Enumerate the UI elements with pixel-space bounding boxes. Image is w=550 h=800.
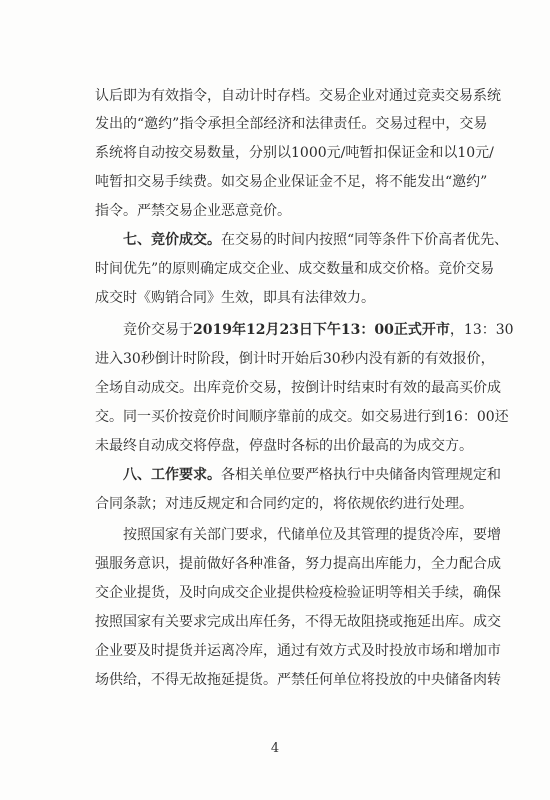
text-line: 按照国家有关部门要求，代储单位及其管理的提货冷库，要增: [123, 527, 501, 543]
text-span: 各相关单位要严格执行中央储备肉管理规定和: [221, 467, 501, 483]
auction-time-line: [123, 320, 514, 340]
text-line: 未最终自动成交将停盘，停盘时各标的出价最高的为成交方。: [95, 438, 473, 454]
text-line: 交。同一买价按竞价时间顺序靠前的成交。如交易进行到16：00还: [95, 409, 509, 425]
opening-time-emphasis: 2019年12月23日下午13：00正式开市: [193, 322, 450, 338]
text-line: 系统将自动按交易数量，分别以1000元/吨暂扣保证金和以10元/: [95, 145, 494, 161]
text-line: 成交时《购销合同》生效，即具有法律效力。: [95, 290, 375, 306]
text-line: 强服务意识，提前做好各种准备，努力提高出库能力，全力配合成: [95, 556, 501, 572]
page-number: 4: [270, 741, 280, 756]
text-line: 发出的“邀约”指令承担全部经济和法律责任。交易过程中，交易: [95, 116, 488, 132]
text-span: 在交易的时间内按照“同等条件下价高者优先、: [221, 232, 509, 248]
text-line: 指令。严禁交易企业恶意竞价。: [95, 203, 291, 219]
text-span: ，13：30: [449, 322, 514, 338]
text-line: 吨暂扣交易手续费。如交易企业保证金不足，将不能发出“邀约”: [95, 174, 488, 190]
text-line: 合同条款；对违反规定和合同约定的，将依规依约进行处理。: [95, 496, 473, 512]
text-line: 进入30秒倒计时阶段，倒计时开始后30秒内没有新的有效报价，: [95, 351, 495, 367]
text-span: 竞价交易于: [123, 322, 193, 338]
text-line: 按照国家有关要求完成出库任务，不得无故阻挠或拖延出库。成交: [95, 614, 501, 630]
text-line: 认后即为有效指令，自动计时存档。交易企业对通过竞卖交易系统: [95, 88, 501, 104]
text-line: 时间优先”的原则确定成交企业、成交数量和成交价格。竞价交易: [95, 261, 495, 277]
section-8-first-line: [123, 465, 501, 485]
text-line: 交企业提货，及时向成交企业提供检疫检验证明等相关手续，确保: [95, 585, 501, 601]
text-line: 场供给，不得无故拖延提货。严禁任何单位将投放的中央储备肉转: [95, 672, 501, 688]
section-7-first-line: [123, 230, 509, 250]
text-line: 企业要及时提货并运离冷库，通过有效方式及时投放市场和增加市: [95, 643, 501, 659]
section-8-heading: 八、工作要求。: [123, 467, 221, 483]
text-line: 全场自动成交。出库竞价交易，按倒计时结束时有效的最高买价成: [95, 380, 501, 396]
section-7-heading: 七、竞价成交。: [123, 232, 221, 248]
